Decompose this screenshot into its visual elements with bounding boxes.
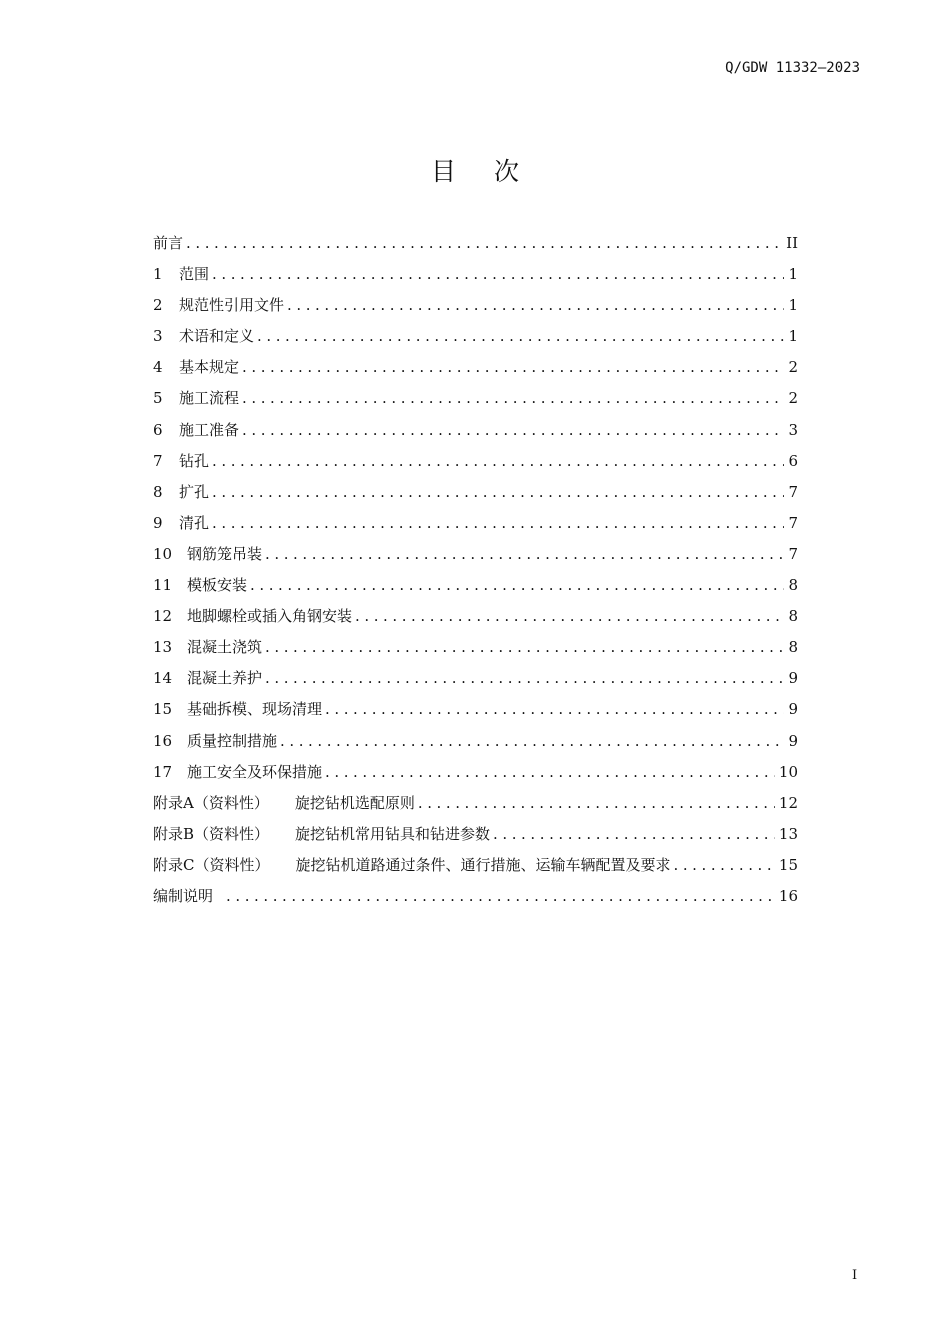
toc-entry-page: 8 xyxy=(788,576,798,595)
dot-leader xyxy=(418,791,775,815)
page-title xyxy=(0,152,950,188)
title-char: 目 xyxy=(430,157,456,186)
toc-entry-title: 清孔 xyxy=(179,513,210,532)
dot-leader xyxy=(325,697,784,721)
dot-leader xyxy=(325,760,775,784)
toc-entry[interactable] xyxy=(153,729,798,760)
toc-entry-page: 2 xyxy=(788,389,798,408)
toc-entry-title: 施工流程 xyxy=(179,389,240,408)
toc-entry-page: 16 xyxy=(778,886,798,905)
toc-entry-title: 地脚螺栓或插入角钢安装 xyxy=(187,607,353,626)
toc-entry-page: 8 xyxy=(788,607,798,626)
toc-entry-number: 11 xyxy=(153,576,173,595)
toc-entry[interactable] xyxy=(153,293,798,324)
toc-entry-page: 7 xyxy=(788,513,798,532)
toc-entry-number: 17 xyxy=(153,762,173,781)
dot-leader xyxy=(212,511,784,535)
toc-entry-page: 1 xyxy=(788,327,798,346)
toc-entry-title: 混凝土浇筑 xyxy=(187,638,263,657)
toc-entry-number: 附录A（资料性） xyxy=(153,793,269,812)
dot-leader xyxy=(250,573,784,597)
toc-entry-number: 附录B（资料性） xyxy=(153,824,270,843)
toc-entry[interactable] xyxy=(153,697,798,728)
dot-leader xyxy=(242,386,784,410)
dot-leader xyxy=(242,418,784,442)
toc-entry[interactable] xyxy=(153,511,798,542)
toc-entry-page: 7 xyxy=(788,544,798,563)
toc-entry-page: 8 xyxy=(788,638,798,657)
toc-entry-title: 旋挖钻机常用钻具和钻进参数 xyxy=(295,824,491,843)
toc-entry-title: 术语和定义 xyxy=(179,327,255,346)
toc-entry-number: 6 xyxy=(153,420,163,439)
dot-leader xyxy=(212,480,784,504)
toc-entry-title: 模板安装 xyxy=(187,576,248,595)
toc-entry-number: 7 xyxy=(153,451,163,470)
toc-entry-title: 规范性引用文件 xyxy=(179,296,285,315)
toc-entry[interactable] xyxy=(153,853,798,884)
toc-entry-page: 3 xyxy=(788,420,798,439)
toc-entry-number: 12 xyxy=(153,607,173,626)
dot-leader xyxy=(265,635,784,659)
toc-entry-title: 钻孔 xyxy=(179,451,210,470)
toc-entry[interactable] xyxy=(153,231,798,262)
toc-entry-title: 施工准备 xyxy=(179,420,240,439)
toc-entry[interactable] xyxy=(153,604,798,635)
toc-entry[interactable] xyxy=(153,355,798,386)
toc-entry[interactable] xyxy=(153,791,798,822)
dot-leader xyxy=(287,293,784,317)
dot-leader xyxy=(493,822,775,846)
toc-entry-page: 1 xyxy=(788,265,798,284)
toc-entry[interactable] xyxy=(153,666,798,697)
toc-entry-number: 13 xyxy=(153,638,173,657)
toc-entry-page: 15 xyxy=(778,855,798,874)
dot-leader xyxy=(212,262,784,286)
toc-entry-number: 14 xyxy=(153,669,173,688)
toc-entry[interactable] xyxy=(153,573,798,604)
toc-entry-title: 基础拆模、现场清理 xyxy=(187,700,323,719)
toc-entry-title: 范围 xyxy=(179,265,210,284)
toc-entry-number: 16 xyxy=(153,731,173,750)
dot-leader xyxy=(265,542,784,566)
toc-entry-title: 施工安全及环保措施 xyxy=(187,762,323,781)
dot-leader xyxy=(212,449,784,473)
dot-leader xyxy=(242,355,784,379)
toc-entry-page: 12 xyxy=(778,793,798,812)
dot-leader xyxy=(674,853,775,877)
toc-entry-number: 15 xyxy=(153,700,173,719)
page-number: I xyxy=(852,1268,858,1283)
table-of-contents xyxy=(153,231,798,915)
dot-leader xyxy=(355,604,784,628)
toc-entry-number: 2 xyxy=(153,296,163,315)
toc-entry-number: 4 xyxy=(153,358,163,377)
toc-entry-title: 前言 xyxy=(153,234,184,252)
toc-entry-page: 10 xyxy=(778,762,798,781)
toc-entry-title: 混凝土养护 xyxy=(187,669,263,688)
toc-entry[interactable] xyxy=(153,262,798,293)
toc-entry[interactable] xyxy=(153,760,798,791)
toc-entry-number: 1 xyxy=(153,265,163,284)
toc-entry[interactable] xyxy=(153,480,798,511)
toc-entry-number: 附录C（资料性） xyxy=(153,855,270,874)
toc-entry-page: 9 xyxy=(788,700,798,719)
standard-code: Q/GDW 11332—2023 xyxy=(725,60,860,76)
toc-entry-number: 3 xyxy=(153,327,163,346)
toc-entry-page: II xyxy=(786,234,798,252)
toc-entry-page: 7 xyxy=(788,482,798,501)
toc-entry-title: 基本规定 xyxy=(179,358,240,377)
dot-leader xyxy=(280,729,784,753)
dot-leader xyxy=(226,884,775,908)
toc-entry-title: 旋挖钻机选配原则 xyxy=(294,793,415,812)
toc-entry-number: 10 xyxy=(153,544,173,563)
toc-entry-page: 13 xyxy=(778,824,798,843)
toc-entry[interactable] xyxy=(153,542,798,573)
toc-entry-page: 9 xyxy=(788,731,798,750)
toc-entry-title: 旋挖钻机道路通过条件、通行措施、运输车辆配置及要求 xyxy=(295,855,671,874)
toc-entry[interactable] xyxy=(153,884,798,915)
toc-entry-page: 1 xyxy=(788,296,798,315)
dot-leader xyxy=(257,324,784,348)
toc-entry-title: 编制说明 xyxy=(153,886,214,905)
toc-entry-number: 9 xyxy=(153,513,163,532)
toc-entry[interactable] xyxy=(153,386,798,417)
toc-entry-page: 9 xyxy=(788,669,798,688)
toc-entry[interactable] xyxy=(153,324,798,355)
toc-entry[interactable] xyxy=(153,449,798,480)
toc-entry-number: 8 xyxy=(153,482,163,501)
toc-entry-title: 质量控制措施 xyxy=(187,731,278,750)
dot-leader xyxy=(265,666,784,690)
toc-entry-title: 扩孔 xyxy=(179,482,210,501)
toc-entry[interactable] xyxy=(153,822,798,853)
toc-entry-number: 5 xyxy=(153,389,163,408)
dot-leader xyxy=(186,231,782,255)
toc-entry-page: 2 xyxy=(788,358,798,377)
toc-entry-title: 钢筋笼吊装 xyxy=(187,544,263,563)
toc-entry-page: 6 xyxy=(788,451,798,470)
toc-entry[interactable] xyxy=(153,635,798,666)
title-char: 次 xyxy=(494,157,520,186)
toc-entry[interactable] xyxy=(153,418,798,449)
